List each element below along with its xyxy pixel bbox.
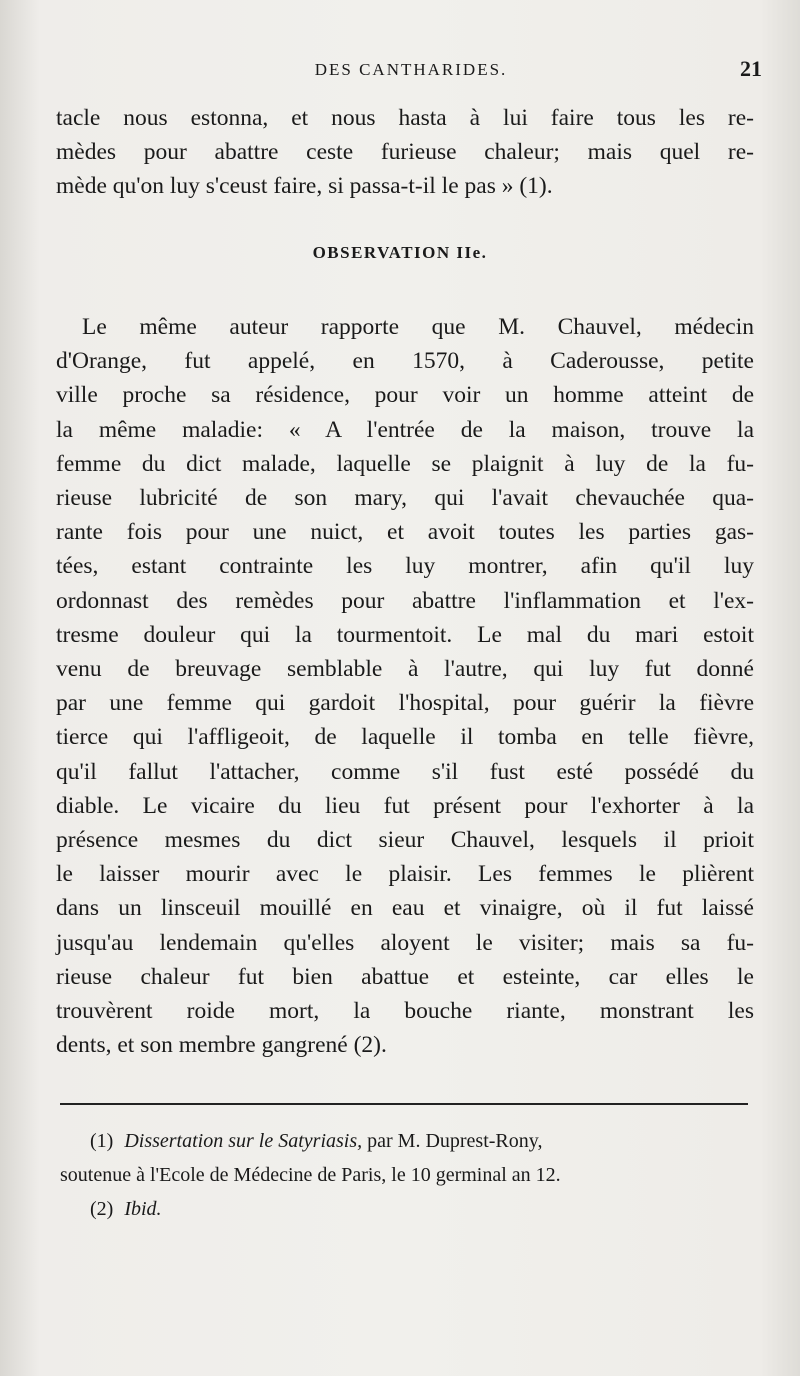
text-line: mède qu'on luy s'ceust faire, si passa-t-il le pas » (1). bbox=[56, 173, 553, 200]
text-line: trouvèrent roide mort, la bouche riante, monstrant les bbox=[56, 998, 754, 1025]
text-line: rieuse lubricité de son mary, qui l'avait chevauchée qua- bbox=[56, 485, 754, 512]
footnote-1-continuation: soutenue à l'Ecole de Médecine de Paris, le 10 germinal an 12. bbox=[60, 1164, 561, 1186]
text-line: femme du dict malade, laquelle se plaignit à luy de la fu- bbox=[56, 450, 754, 477]
text-line: par une femme qui gardoit l'hospital, pour guérir la fièvre bbox=[56, 690, 754, 717]
footnotes bbox=[60, 1124, 750, 1226]
text-line: Le même auteur rapporte que M. Chauvel, médecin bbox=[82, 314, 754, 340]
footnote-title: Dissertation sur le Satyriasis, bbox=[124, 1130, 363, 1152]
footnote-number: (1) bbox=[90, 1130, 114, 1152]
main-paragraph bbox=[56, 310, 754, 1062]
intro-paragraph bbox=[56, 101, 754, 204]
running-title: DES CANTHARIDES. bbox=[314, 60, 508, 79]
text-line: diable. Le vicaire du lieu fut présent pour l'exhorter à la bbox=[56, 792, 754, 819]
text-line: tierce qui l'affligeoit, de laquelle il tomba en telle fièvre, bbox=[56, 724, 754, 751]
text-line: rieuse chaleur fut bien abattue et esteinte, car elles le bbox=[56, 963, 754, 990]
text-line: tresme douleur qui la tourmentoit. Le mal du mari estoit bbox=[56, 621, 754, 648]
footnote-rule bbox=[60, 1103, 748, 1105]
footnote-2 bbox=[60, 1192, 750, 1226]
text-line: rante fois pour une nuict, et avoit toutes les parties gas- bbox=[56, 519, 754, 546]
text-line: tacle nous estonna, et nous hasta à lui faire tous les re- bbox=[56, 105, 754, 131]
section-heading: OBSERVATION IIe. bbox=[312, 243, 488, 262]
text-line: ordonnast des remèdes pour abattre l'inflammation et l'ex- bbox=[56, 587, 754, 614]
page-number: 21 bbox=[740, 56, 762, 81]
footnote-number: (2) bbox=[90, 1198, 114, 1220]
footnote-1 bbox=[60, 1124, 750, 1158]
text-line: tées, estant contrainte les luy montrer, afin qu'il luy bbox=[56, 553, 754, 580]
text-line: dents, et son membre gangrené (2). bbox=[56, 1032, 387, 1059]
text-line: ville proche sa résidence, pour voir un homme atteint de bbox=[56, 382, 754, 409]
running-head bbox=[60, 56, 762, 90]
footnote-text: Ibid. bbox=[124, 1198, 162, 1220]
text-line: d'Orange, fut appelé, en 1570, à Caderousse, petite bbox=[56, 348, 754, 375]
text-line: dans un linsceuil mouillé en eau et vinaigre, où il fut laissé bbox=[56, 895, 754, 922]
text-line: la même maladie: « A l'entrée de la maison, trouve la bbox=[56, 416, 754, 443]
text-line: qu'il fallut l'attacher, comme s'il fust esté possédé du bbox=[56, 758, 754, 785]
text-line: venu de breuvage semblable à l'autre, qui luy fut donné bbox=[56, 656, 754, 683]
text-line: jusqu'au lendemain qu'elles aloyent le visiter; mais sa fu- bbox=[56, 929, 754, 956]
text-line: mèdes pour abattre ceste furieuse chaleur; mais quel re- bbox=[56, 139, 754, 166]
text-line: présence mesmes du dict sieur Chauvel, lesquels il prioit bbox=[56, 827, 754, 854]
text-line: le laisser mourir avec le plaisir. Les femmes le plièrent bbox=[56, 861, 754, 888]
footnote-text: par M. Duprest-Rony, bbox=[367, 1130, 543, 1152]
